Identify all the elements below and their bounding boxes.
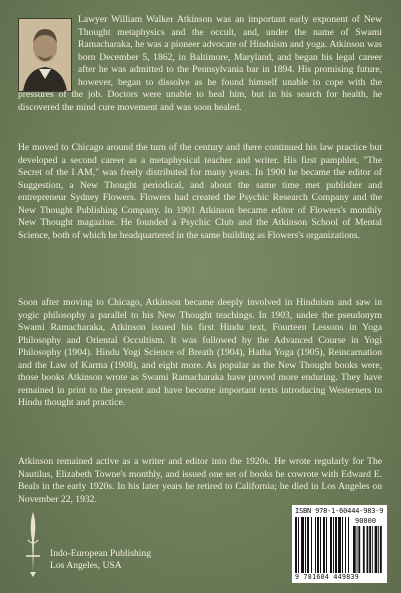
isbn-number: ISBN 978-1-60444-983-9 [295, 507, 384, 515]
publisher-name: Indo-European Publishing [50, 548, 151, 559]
publisher-logo [22, 510, 44, 578]
bio-paragraph-3: Soon after moving to Chicago, Atkinson became deeply involved in Hinduism and saw in yogic philosophy a parallel to his New Thought teachings. In 1903, under the pseudonym Swami Ramacharaka, Atkinson issued his first Hindu text, Fourteen Lessons in Yoga Philosophy and Oriental Occultism. It was followed by the Advanced Course in Yogi Philosophy (1904). Hindu Yogi Science of Breath (1904), Hatha Yoga (1905), Reincarnation and the Law of Karma (1908), and eight more. As popular as the New Thought books were, those books Atkinson wrote as Swami Ramacharaka have proved more enduring. They have remained in print to the present and have become important texts introducing Westerners to Hindu thought and practice. [18, 297, 382, 408]
bio-paragraph-2: He moved to Chicago around the turn of the century and there continued his law practice but developed a second career as a metaphysical teacher and writer. His first pamphlet, "The Secret of the I AM," was freely distributed for many years. In 1900 he became the editor of Suggestion, a New Thought periodical, and about the same time met publisher and entrepreneur Sydney Flowers. Flowers had created the Psychic Research Company and the New Thought Publishing Company. In 1901 Atkinson became editor of Flowers's monthly New Thought magazine. He founded a Psychic Club and the Atkinson School of Mental Science, both of which he headquartered in the same building as Flowers's organizations. [18, 142, 382, 241]
bio-paragraph-4: Atkinson remained active as a writer and editor into the 1920s. He wrote regularly for The Nautilus, Elizabeth Towne's monthly, and issued one set of books he cowrote with Edward E. Beals in the early 1920s. In his later years he retired to California; he died in Los Angeles on November 22, 1932. [18, 456, 382, 505]
price-code: 90000 [355, 517, 377, 525]
quill-sword-icon [22, 510, 44, 578]
publisher-info [50, 548, 151, 572]
isbn-barcode [292, 505, 387, 583]
bio-paragraph-1-text: Lawyer William Walker Atkinson was an important early exponent of New Thought metaphysics and the occult, and, under the name of Swami Ramacharaka, he was a pioneer advocate of Hinduism and yoga. Atkinson was born December 5, 1862, in Baltimore, Maryland, and began his legal career after he was admitted to the Pennsylvania bar in 1894. His promising future, however, began to dissolve as he found himself unable to cope with the pressures of the job. Doctors were unable to heal him, but in his search for health, he discovered the mind cure movement and was soon healed. [18, 14, 382, 113]
barcode-bars [295, 517, 384, 573]
publisher-location: Los Angeles, USA [50, 560, 122, 571]
ean-number: 9 781604 449839 [295, 573, 360, 581]
barcode-graphic [295, 517, 384, 573]
bio-paragraph-1 [18, 14, 382, 114]
